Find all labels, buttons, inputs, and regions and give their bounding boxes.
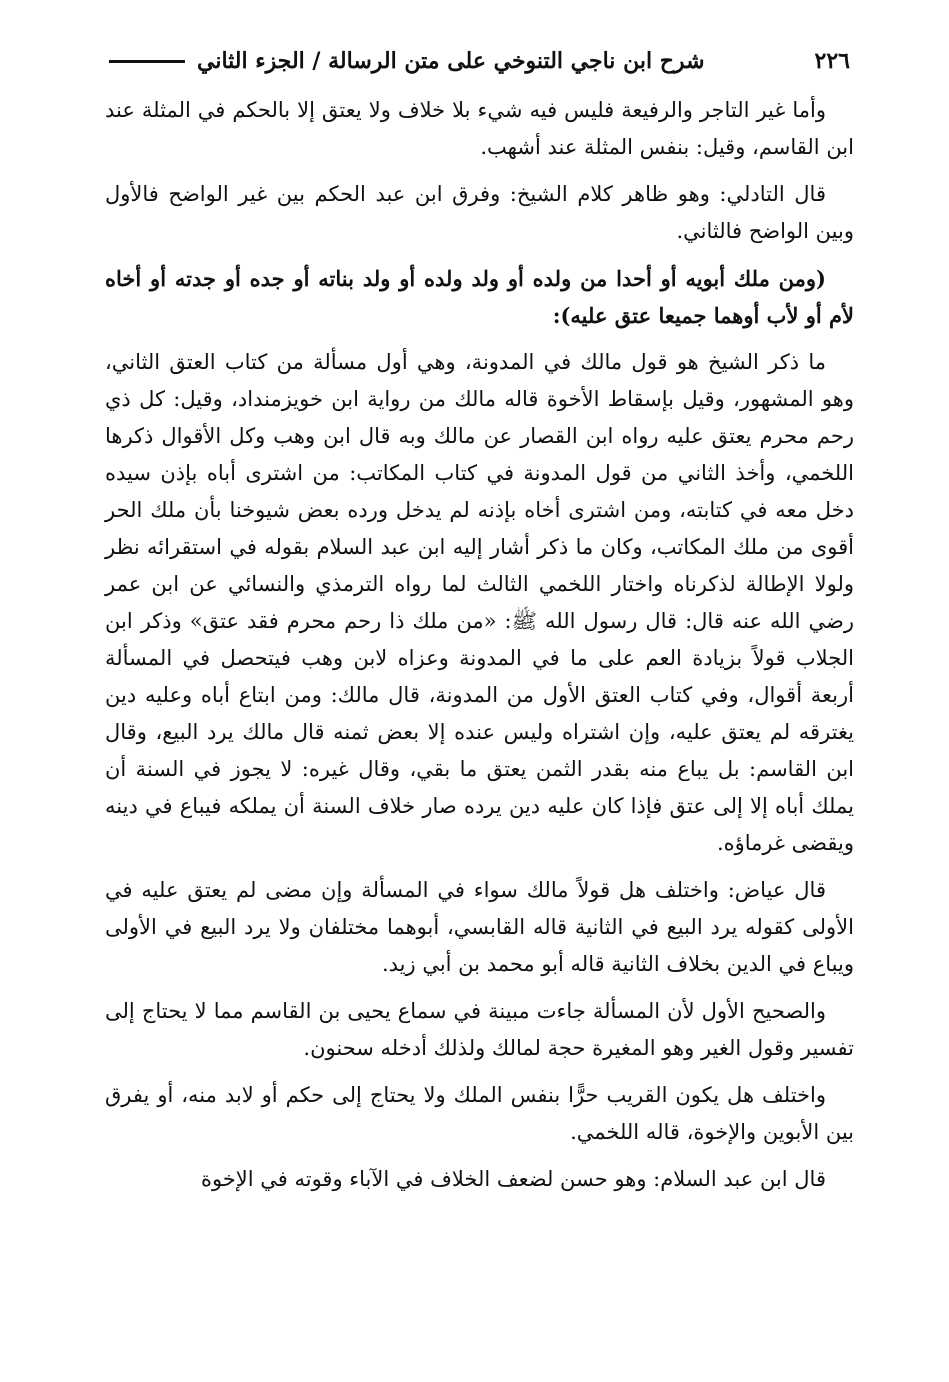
paragraph-3: ما ذكر الشيخ هو قول مالك في المدونة، وهي أول مسألة من كتاب العتق الثاني، وهو المشهور، وقيل بإسقاط الأخوة قاله مالك من رواية ابن خويزمنداد، وقيل: كل ذي رحم محرم يعتق عليه رواه ابن القصار عن مالك وبه قال ابن وهب وكل الأقوال ذكرها اللخمي، وأخذ الثاني من قول المدونة في كتاب المكاتب: من اشترى أباه بإذن سيده دخل معه في كتابته، ومن اشترى أخاه بإذنه لم يدخل ورده بعض شيوخنا بأن ملك الحر أقوى من ملك المكاتب، وكان ما ذكر أشار إليه ابن عبد السلام بقوله في استقرائه نظر ولولا الإطالة لذكرناه واختار اللخمي الثالث لما رواه الترمذي والنسائي عن ابن عمر رضي الله عنه قال: قال رسول الله ﷺ: «من ملك ذا رحم محرم فقد عتق» وذكر ابن الجلاب قولاً بزيادة العم على ما في المدونة وعزاه لابن وهب فيتحصل في المسألة أربعة أقوال، وفي كتاب العتق الأول من المدونة، قال مالك: ومن ابتاع أباه وعليه دين يغترقه لم يعتق عليه، وإن اشتراه وليس عنده إلا بعض ثمنه قال مالك يرد البيع، وقال ابن القاسم: بل يباع منه بقدر الثمن يعتق ما بقي، وقال غيره: لا يجوز في السنة أن يملك أباه إلا إلى عتق فإذا كان عليه دين يرده صار خلاف السنة أن يملكه فيباع في دينه ويقضى غرماؤه. xyxy=(105,350,854,855)
paragraph-5: والصحيح الأول لأن المسألة جاءت مبينة في سماع يحيى بن القاسم مما لا يحتاج إلى تفسير وقول الغير وهو المغيرة حجة لمالك ولذلك أدخله سحنون. xyxy=(105,999,854,1060)
page-number: ٢٢٦ xyxy=(814,48,850,74)
matn-quote: (ومن ملك أبويه أو أحدا من ولده أو ولد ولده أو ولد بناته أو جده أو جدته أو أخاه لأم أو لأب أوهما جميعا عتق عليه): xyxy=(105,266,854,328)
paragraph-4: قال عياض: واختلف هل قولاً مالك سواء في المسألة وإن مضى لم يعتق عليه في الأولى كقوله يرد البيع في الثانية قاله القابسي، أبوهما مختلفان ولا يرد البيع في الأولى ويباع في الدين بخلاف الثانية قاله أبو محمد بن أبي زيد. xyxy=(105,878,854,976)
header-title-group xyxy=(109,48,705,74)
header-rule xyxy=(109,60,185,63)
running-title: شرح ابن ناجي التنوخي على متن الرسالة / الجزء الثاني xyxy=(197,48,705,74)
paragraph-2: قال التادلي: وهو ظاهر كلام الشيخ: وفرق ابن عبد الحكم بين غير الواضح فالأول وبين الواضح فالثاني. xyxy=(105,182,854,243)
page-body xyxy=(105,92,854,1198)
paragraph-7: قال ابن عبد السلام: وهو حسن لضعف الخلاف في الآباء وقوته في الإخوة xyxy=(200,1167,826,1191)
paragraph-1: وأما غير التاجر والرفيعة فليس فيه شيء بلا خلاف ولا يعتق إلا بالحكم في المثلة عند ابن القاسم، وقيل: بنفس المثلة عند أشهب. xyxy=(105,98,854,159)
paragraph-6: واختلف هل يكون القريب حرًّا بنفس الملك ولا يحتاج إلى حكم أو لابد منه، أو يفرق بين الأبوين والإخوة، قاله اللخمي. xyxy=(105,1083,854,1144)
page-header xyxy=(105,40,854,82)
